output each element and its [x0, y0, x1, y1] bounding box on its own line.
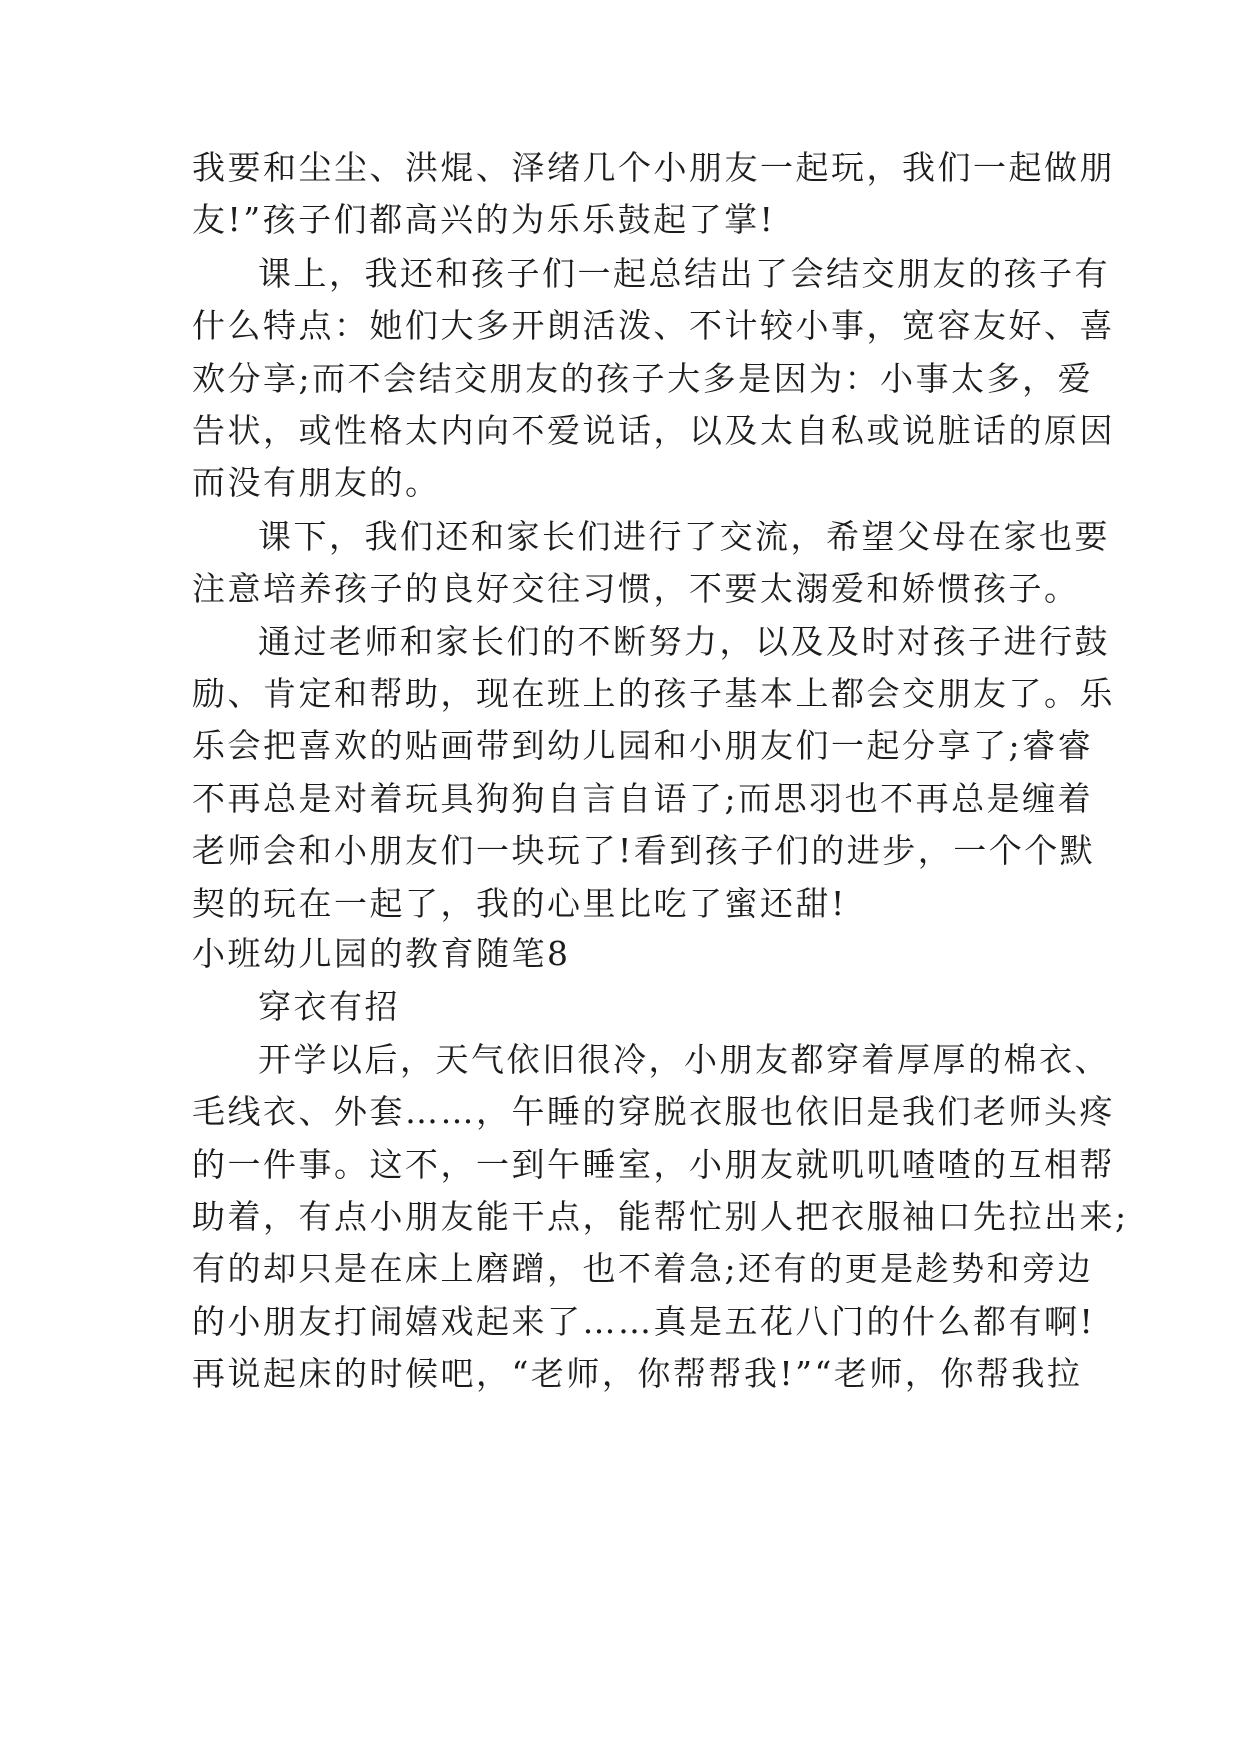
paragraph-line: 有的却只是在床上磨蹭，也不着急;还有的更是趁势和旁边	[192, 1249, 1094, 1288]
paragraph-line: 乐会把喜欢的贴画带到幼儿园和小朋友们一起分享了;睿睿	[192, 726, 1094, 765]
paragraph-line: 不再总是对着玩具狗狗自言自语了;而思羽也不再总是缠着	[192, 779, 1094, 818]
paragraph-line: 再说起床的时候吧，“老师，你帮帮我!”“老师，你帮我拉	[192, 1354, 1083, 1393]
paragraph-line: 毛线衣、外套……，午睡的穿脱衣服也依旧是我们老师头疼	[192, 1092, 1115, 1131]
paragraph-line: 老师会和小朋友们一块玩了!看到孩子们的进步，一个个默	[192, 831, 1096, 870]
paragraph-line: 我要和尘尘、洪焜、泽绪几个小朋友一起玩，我们一起做朋	[192, 148, 1115, 187]
paragraph-line: 课上，我还和孩子们一起总结出了会结交朋友的孩子有	[258, 254, 1110, 293]
paragraph-line: 助着，有点小朋友能干点，能帮忙别人把衣服袖口先拉出来;	[192, 1197, 1129, 1236]
paragraph-line: 开学以后，天气依旧很冷，小朋友都穿着厚厚的棉衣、	[258, 1040, 1110, 1079]
paragraph-line: 什么特点：她们大多开朗活泼、不计较小事，宽容友好、喜	[192, 306, 1115, 345]
paragraph-line: 而没有朋友的。	[192, 463, 441, 502]
paragraph-line: 欢分享;而不会结交朋友的孩子大多是因为：小事太多，爱	[192, 359, 1094, 398]
paragraph-line: 的一件事。这不，一到午睡室，小朋友就叽叽喳喳的互相帮	[192, 1145, 1115, 1184]
paragraph-line: 告状，或性格太内向不爱说话，以及太自私或说脏话的原因	[192, 411, 1115, 450]
paragraph-line: 励、肯定和帮助，现在班上的孩子基本上都会交朋友了。乐	[192, 674, 1115, 713]
paragraph-line: 注意培养孩子的良好交往习惯，不要太溺爱和娇惯孩子。	[192, 569, 1080, 608]
paragraph-line: 课下，我们还和家长们进行了交流，希望父母在家也要	[258, 517, 1110, 556]
paragraph-line: 的小朋友打闹嬉戏起来了……真是五花八门的什么都有啊!	[192, 1302, 1096, 1341]
paragraph-line: 友!”孩子们都高兴的为乐乐鼓起了掌!	[192, 200, 776, 239]
paragraph-line: 通过老师和家长们的不断努力，以及及时对孩子进行鼓	[258, 622, 1110, 661]
paragraph-line: 契的玩在一起了，我的心里比吃了蜜还甜!	[192, 884, 847, 923]
section-subtitle: 穿衣有招	[258, 987, 400, 1026]
section-heading: 小班幼儿园的教育随笔8	[192, 934, 571, 973]
